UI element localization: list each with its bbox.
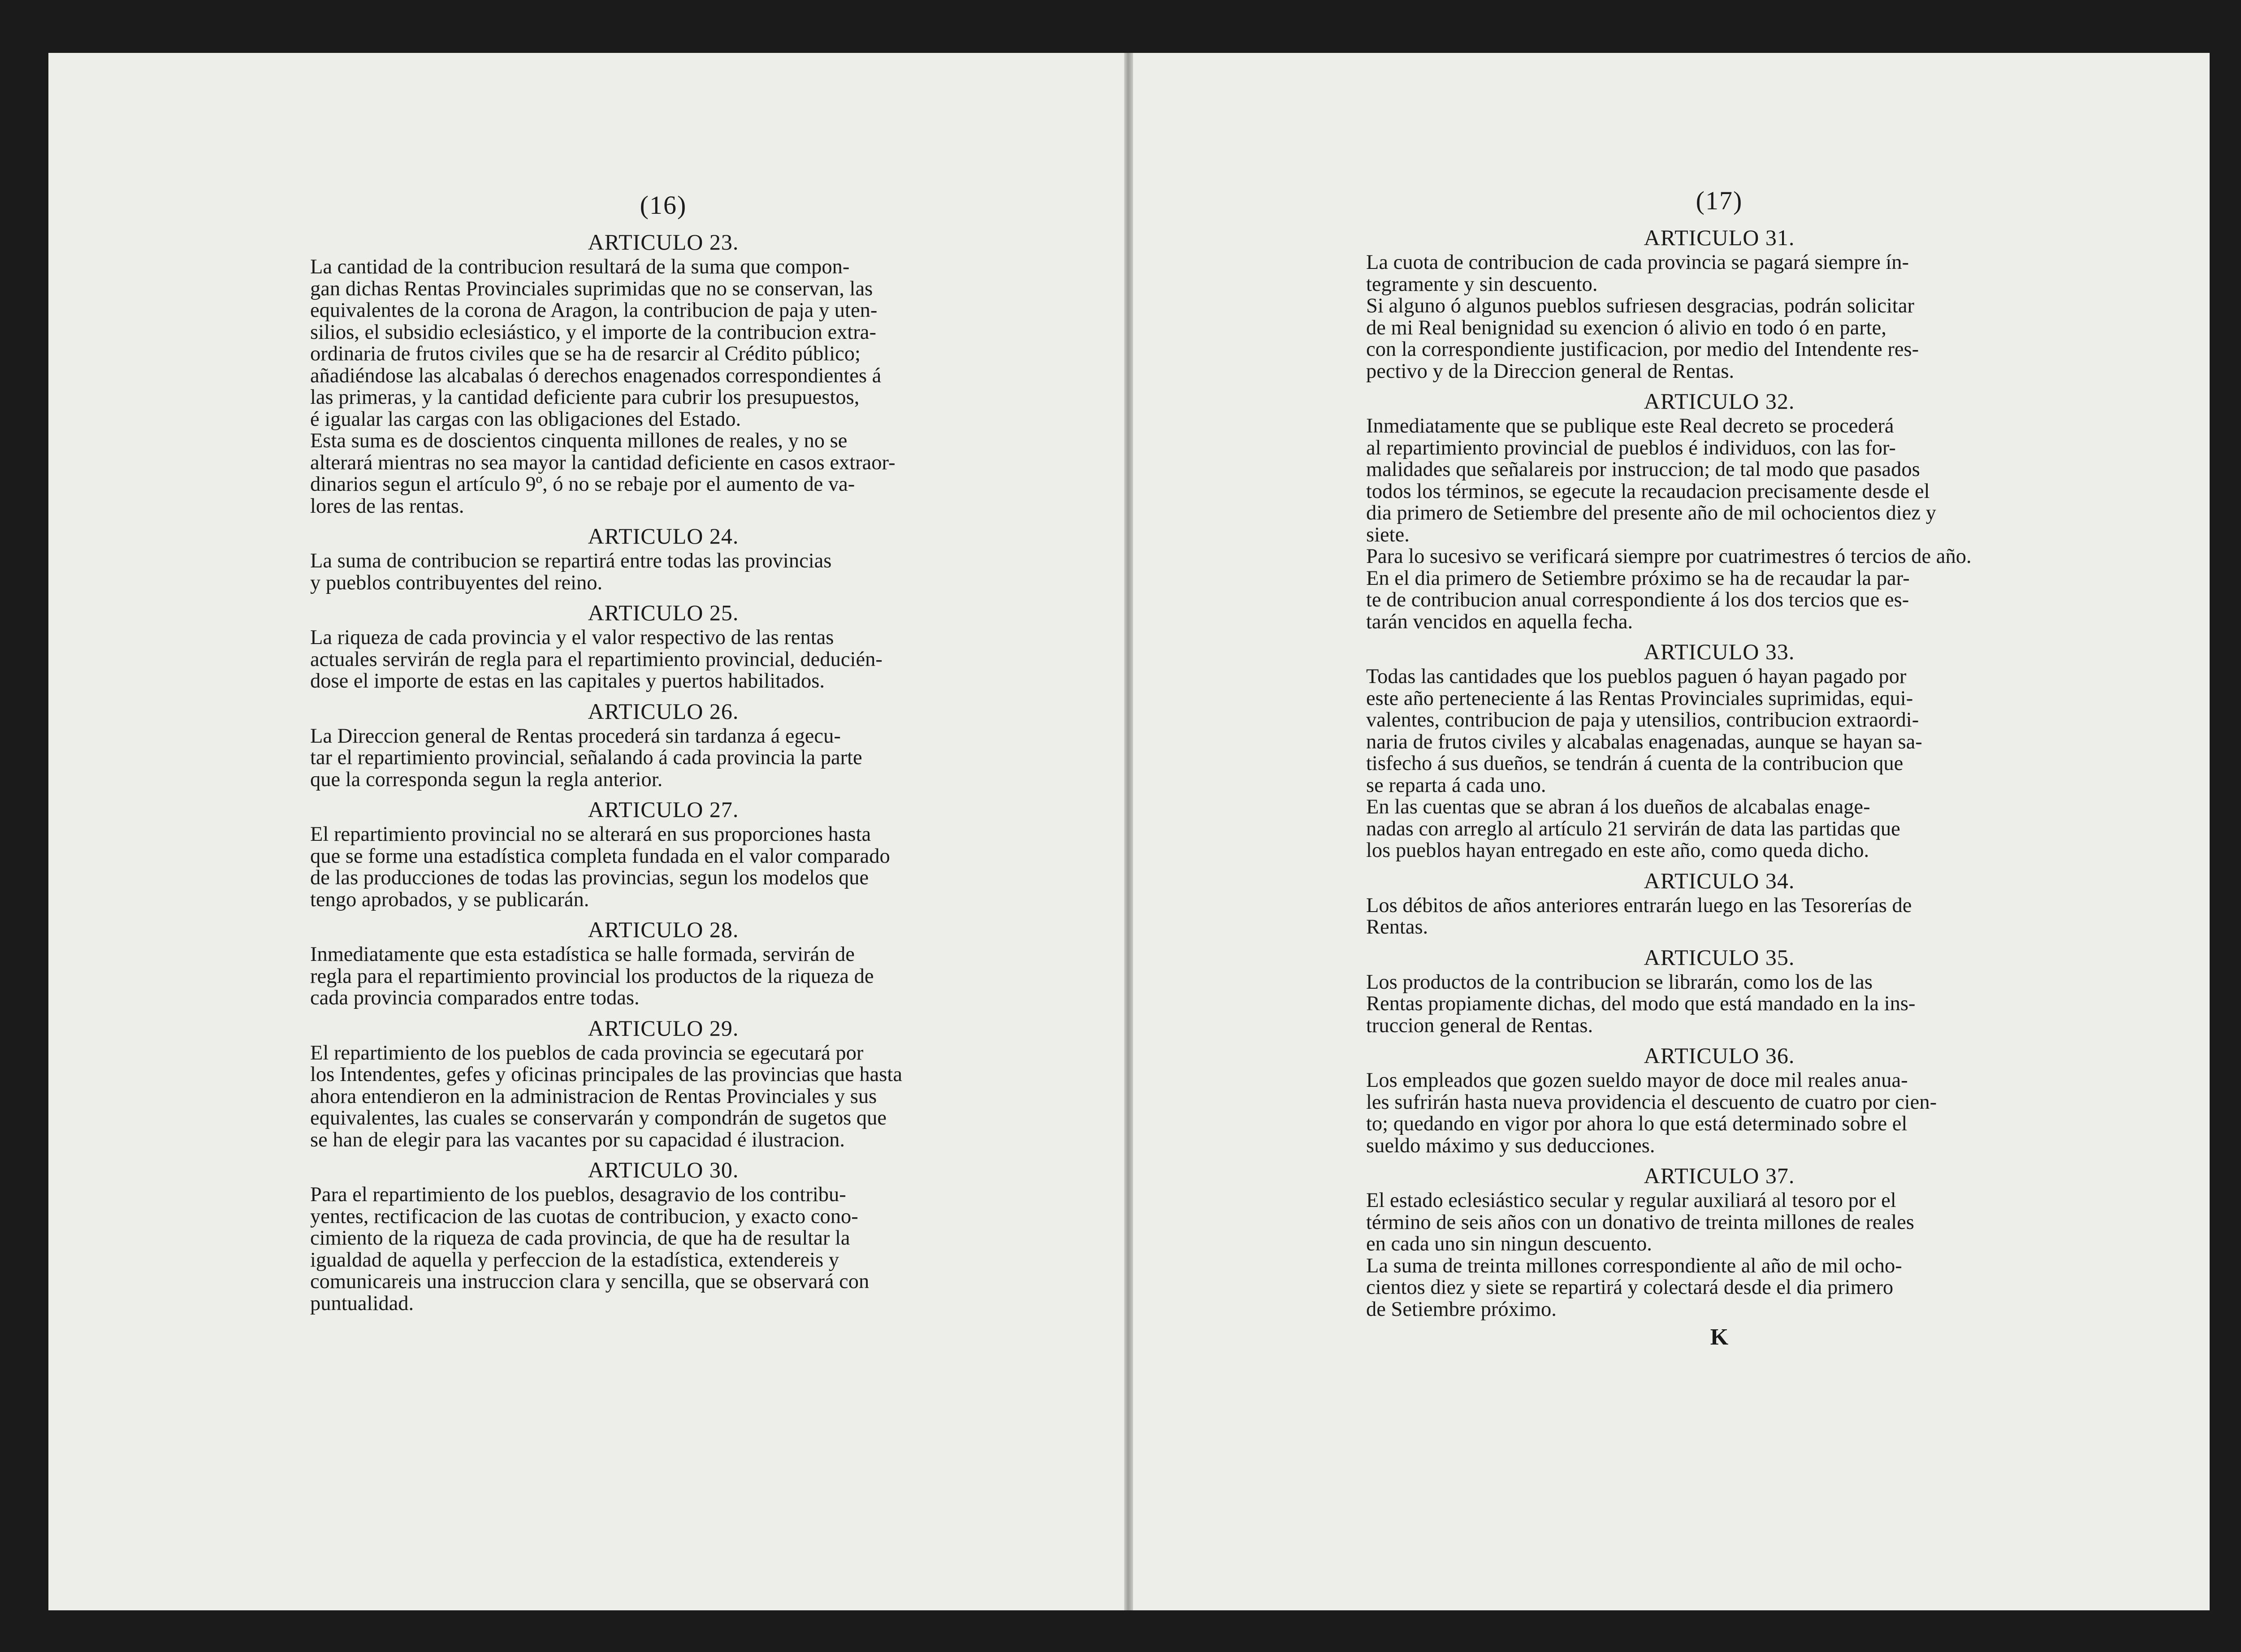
article-paragraph: La cantidad de la contribucion resultará de la suma que compon- gan dichas Rentas Provinciales suprimidas que no se conservan, las equivalentes de la corona de Aragon, la contribucion de paja y uten- silios, el subsidio eclesiástico, y el importe de la contribucion extra- ordinaria de frutos civiles que se ha de resarcir al Crédito público; añadiéndose las alcabalas ó derechos enagenados correspondientes á las primeras, y la cantidad deficiente para cubrir los presupuestos, é igualar las cargas con las obligaciones del Estado. xyxy=(310,255,882,431)
article-heading: ARTICULO 34. xyxy=(1644,868,1795,893)
page-number: (17) xyxy=(1696,186,1743,215)
right-page xyxy=(1133,53,2210,1610)
article-heading: ARTICULO 33. xyxy=(1644,639,1795,664)
article-paragraph: En el dia primero de Setiembre próximo se ha de recaudar la par- te de contribucion anual correspondiente á los dos tercios que es- tarán vencidos en aquella fecha. xyxy=(1366,567,1910,633)
article-paragraph: Los productos de la contribucion se librarán, como los de las Rentas propiamente dichas, del modo que está mandado en la ins- truccion general de Rentas. xyxy=(1366,970,1916,1037)
right-text-block xyxy=(1366,183,2072,1350)
left-text-block xyxy=(310,187,1017,1315)
article-heading: ARTICULO 30. xyxy=(588,1157,739,1182)
article-paragraph: El repartimiento de los pueblos de cada provincia se egecutará por los Intendentes, gefes y oficinas principales de las provincias que hasta ahora entendieron en la administracion de Rentas Provinciales y sus equivalentes, las cuales se conservarán y compondrán de sugetos que se han de elegir para las vacantes por su capacidad é ilustracion. xyxy=(310,1041,902,1151)
left-page xyxy=(48,53,1124,1610)
article-paragraph: El estado eclesiástico secular y regular auxiliará al tesoro por el término de seis años con un donativo de treinta millones de reales en cada uno sin ningun descuento. xyxy=(1366,1189,1914,1255)
article-paragraph: La suma de contribucion se repartirá entre todas las provincias y pueblos contribuyentes del reino. xyxy=(310,549,832,594)
article-heading: ARTICULO 24. xyxy=(588,523,739,549)
article-heading: ARTICULO 27. xyxy=(588,797,739,822)
article-heading: ARTICULO 35. xyxy=(1644,944,1795,970)
article-paragraph: En las cuentas que se abran á los dueños de alcabalas enage- nadas con arreglo al artículo 21 servirán de data las partidas que los pueblos hayan entregado en este año, como queda dicho. xyxy=(1366,796,1900,862)
signature-mark: K xyxy=(1710,1324,1729,1350)
article-heading: ARTICULO 25. xyxy=(588,600,739,625)
article-heading: ARTICULO 28. xyxy=(588,917,739,942)
book-spread xyxy=(48,53,2210,1610)
article-paragraph: Inmediatamente que se publique este Real decreto se procederá al repartimiento provincial de pueblos é individuos, con las for- malidades que señalareis por instruccion; de tal modo que pasados todos los términos, se egecute la recaudacion precisamente desde el dia primero de Setiembre del presente año de mil ochocientos diez y siete. xyxy=(1366,415,1936,546)
book-gutter xyxy=(1124,53,1133,1610)
article-paragraph: La cuota de contribucion de cada provincia se pagará siempre ín- tegramente y sin descuento. xyxy=(1366,251,1909,296)
article-paragraph: El repartimiento provincial no se alterará en sus proporciones hasta que se forme una estadística completa fundada en el valor comparado de las producciones de todas las provincias, segun los modelos que tengo aprobados, y se publicarán. xyxy=(310,823,890,911)
article-heading: ARTICULO 26. xyxy=(588,698,739,724)
article-heading: ARTICULO 32. xyxy=(1644,389,1795,414)
page-number: (16) xyxy=(640,190,687,220)
article-paragraph: Los débitos de años anteriores entrarán luego en las Tesorerías de Rentas. xyxy=(1366,894,1912,938)
article-paragraph: La riqueza de cada provincia y el valor respectivo de las rentas actuales servirán de regla para el repartimiento provincial, deducién- dose el importe de estas en las capitales y puertos habilitados. xyxy=(310,626,883,692)
article-paragraph: Inmediatamente que esta estadística se halle formada, servirán de regla para el repartimiento provincial los productos de la riqueza de cada provincia comparados entre todas. xyxy=(310,943,874,1009)
article-paragraph: Esta suma es de doscientos cinquenta millones de reales, y no se alterará mientras no sea mayor la cantidad deficiente en casos extraor- dinarios segun el artículo 9º, ó no se rebaje por el aumento de va- lores de las rentas. xyxy=(310,429,896,518)
article-heading: ARTICULO 23. xyxy=(588,229,739,255)
article-heading: ARTICULO 29. xyxy=(588,1015,739,1041)
article-paragraph: Si alguno ó algunos pueblos sufriesen desgracias, podrán solicitar de mi Real benignidad su exencion ó alivio en todo ó en parte, con la correspondiente justificacion, por medio del Intendente res- pectivo y de la Direccion general de Rentas. xyxy=(1366,294,1919,383)
article-paragraph: La suma de treinta millones correspondiente al año de mil ocho- cientos diez y siete se repartirá y colectará desde el dia primero de Setiembre próximo. xyxy=(1366,1254,1902,1321)
article-paragraph: Todas las cantidades que los pueblos paguen ó hayan pagado por este año perteneciente á las Rentas Provinciales suprimidas, equi- valentes, contribucion de paja y utensilios, contribucion extraordi- naria de frutos civiles y alcabalas enagenadas, aunque se hayan sa- tisfecho á sus dueños, se tendrán á cuenta de la contribucion que se reparta á cada uno. xyxy=(1366,665,1922,797)
article-paragraph: Los empleados que gozen sueldo mayor de doce mil reales anua- les sufrirán hasta nueva providencia el descuento de cuatro por cien- to; quedando en vigor por ahora lo que está determinado sobre el sueldo máximo y sus deducciones. xyxy=(1366,1069,1937,1157)
article-paragraph: La Direccion general de Rentas procederá sin tardanza á egecu- tar el repartimiento provincial, señalando á cada provincia la parte que la corresponda segun la regla anterior. xyxy=(310,724,862,791)
article-heading: ARTICULO 31. xyxy=(1644,225,1795,250)
article-paragraph: Para lo sucesivo se verificará siempre por cuatrimestres ó tercios de año. xyxy=(1366,545,1972,568)
article-paragraph: Para el repartimiento de los pueblos, desagravio de los contribu- yentes, rectificacion de las cuotas de contribucion, y exacto cono- cimiento de la riqueza de cada provincia, de que ha de resultar la igualdad de aquella y perfeccion de la estadística, extendereis y comunicareis una instruccion clara y sencilla, que se observará con puntualidad. xyxy=(310,1183,870,1315)
article-heading: ARTICULO 37. xyxy=(1644,1163,1795,1188)
article-heading: ARTICULO 36. xyxy=(1644,1043,1795,1068)
